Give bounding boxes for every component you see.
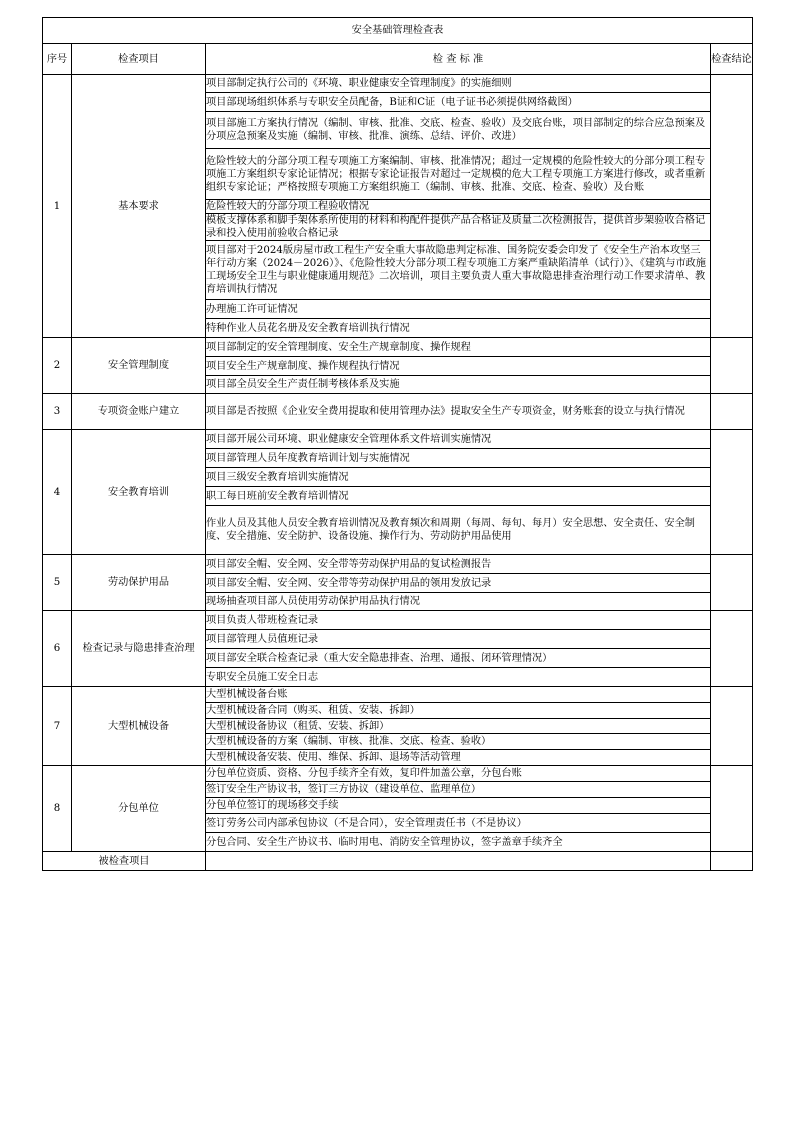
header-item: 检查项目 [72, 44, 206, 75]
standard-cell: 特种作业人员花名册及安全教育培训执行情况 [206, 319, 711, 338]
standard-cell: 项目部开展公司环境、职业健康安全管理体系文件培训实施情况 [206, 430, 711, 449]
item-cell: 检查记录与隐患排查治理 [72, 611, 206, 687]
standard-cell: 模板支撑体系和脚手架体系所使用的材料和构配件提供产品合格证及质量二次检测报告，提供首步架验收合格记录和投入使用前验收合格记录 [206, 214, 711, 241]
seq-cell: 3 [43, 394, 72, 430]
conclusion-cell[interactable] [711, 430, 753, 555]
standard-cell: 作业人员及其他人员安全教育培训情况及教育频次和周期（每周、每旬、每月）安全思想、安全责任、安全制度、安全措施、安全防护、设备设施、操作行为、劳动防护用品使用 [206, 506, 711, 555]
item-cell: 安全管理制度 [72, 338, 206, 394]
standard-cell: 签订劳务公司内部承包协议（不是合同），安全管理责任书（不是协议） [206, 814, 711, 833]
seq-cell: 1 [43, 75, 72, 338]
standard-cell: 项目部管理人员年度教育培训计划与实施情况 [206, 449, 711, 468]
table-row [43, 687, 753, 703]
seq-cell: 6 [43, 611, 72, 687]
standard-cell: 签订安全生产协议书，签订三方协议（建设单位、监理单位） [206, 782, 711, 798]
conclusion-cell[interactable] [711, 338, 753, 394]
seq-cell: 2 [43, 338, 72, 394]
standard-cell: 项目部制定执行公司的《环境、职业健康安全管理制度》的实施细则 [206, 75, 711, 93]
standard-cell: 大型机械设备合同（购买、租赁、安装、拆卸） [206, 703, 711, 719]
standard-cell: 项目部施工方案执行情况（编制、审核、批准、交底、检查、验收）及交底台账，项目部制定的综合应急预案及分项应急预案及实施（编制、审核、批准、演练、总结、评价、改进） [206, 112, 711, 149]
item-cell: 专项资金账户建立 [72, 394, 206, 430]
footer-row [43, 852, 753, 871]
standard-cell: 项目部安全帽、安全网、安全带等劳动保护用品的复试检测报告 [206, 555, 711, 574]
seq-cell: 4 [43, 430, 72, 555]
header-seq: 序号 [43, 44, 72, 75]
standard-cell: 危险性较大的分部分项工程验收情况 [206, 200, 711, 214]
standard-cell: 分包单位签订的现场移交手续 [206, 798, 711, 814]
seq-cell: 8 [43, 766, 72, 852]
standard-cell: 项目部对于2024版房屋市政工程生产安全重大事故隐患判定标准、国务院安委会印发了《安全生产治本攻坚三年行动方案（2024－2026）》、《危险性较大分部分项工程专项施工方案严重缺陷清单（试行）》、《建筑与市政施工现场安全卫生与职业健康通用规范》二次培训，项目主要负责人重大事故隐患排查治理行动工作要求清单、教育培训执行情况 [206, 241, 711, 300]
item-cell: 安全教育培训 [72, 430, 206, 555]
table-row [43, 338, 753, 357]
seq-cell: 7 [43, 687, 72, 766]
standard-cell: 项目部制定的安全管理制度、安全生产规章制度、操作规程 [206, 338, 711, 357]
standard-cell: 大型机械设备安装、使用、维保、拆卸、退场等活动管理 [206, 750, 711, 766]
standard-cell: 分包单位资质、资格、分包手续齐全有效，复印件加盖公章，分包台账 [206, 766, 711, 782]
standard-cell: 项目负责人带班检查记录 [206, 611, 711, 630]
item-cell: 大型机械设备 [72, 687, 206, 766]
header-row [43, 44, 753, 75]
standard-cell: 危险性较大的分部分项工程专项施工方案编制、审核、批准情况；超过一定规模的危险性较大的分部分项工程专项施工方案组织专家论证情况；根据专家论证报告对超过一定规模的危大工程专项施工方案进行修改，或者重新组织专家论证；严格按照专项施工方案组织施工（编制、审核、批准、交底、检查、验收）及台账 [206, 149, 711, 200]
standard-cell: 专职安全员施工安全日志 [206, 668, 711, 687]
standard-cell: 项目部安全联合检查记录（重大安全隐患排查、治理、通报、闭环管理情况） [206, 649, 711, 668]
inspection-table [42, 17, 753, 871]
inspected-project-conclusion[interactable] [711, 852, 753, 871]
inspected-project-label: 被检查项目 [43, 852, 206, 871]
standard-cell: 分包合同、安全生产协议书、临时用电、消防安全管理协议，签字盖章手续齐全 [206, 833, 711, 852]
conclusion-cell[interactable] [711, 394, 753, 430]
standard-cell: 项目部安全帽、安全网、安全带等劳动保护用品的领用发放记录 [206, 574, 711, 593]
standard-cell: 项目三级安全教育培训实施情况 [206, 468, 711, 487]
item-cell: 分包单位 [72, 766, 206, 852]
table-row [43, 394, 753, 430]
standard-cell: 项目部全员安全生产责任制考核体系及实施 [206, 376, 711, 394]
conclusion-cell[interactable] [711, 611, 753, 687]
title-row [43, 18, 753, 44]
item-cell: 劳动保护用品 [72, 555, 206, 611]
header-standard: 检 查 标 准 [206, 44, 711, 75]
table-row [43, 430, 753, 449]
standard-cell: 项目部是否按照《企业安全费用提取和使用管理办法》提取安全生产专项资金，财务账套的设立与执行情况 [206, 394, 711, 430]
standard-cell: 现场抽查项目部人员使用劳动保护用品执行情况 [206, 593, 711, 611]
table-title: 安全基础管理检查表 [43, 18, 753, 44]
standard-cell: 项目部现场组织体系与专职安全员配备，B证和C证（电子证书必须提供网络截图） [206, 93, 711, 112]
table-row [43, 555, 753, 574]
standard-cell: 办理施工许可证情况 [206, 300, 711, 319]
item-cell: 基本要求 [72, 75, 206, 338]
inspected-project-value[interactable] [206, 852, 711, 871]
table-row [43, 766, 753, 782]
conclusion-cell[interactable] [711, 766, 753, 852]
conclusion-cell[interactable] [711, 687, 753, 766]
table-row [43, 611, 753, 630]
standard-cell: 项目安全生产规章制度、操作规程执行情况 [206, 357, 711, 376]
standard-cell: 大型机械设备的方案（编制、审核、批准、交底、检查、验收） [206, 734, 711, 750]
standard-cell: 职工每日班前安全教育培训情况 [206, 487, 711, 506]
table-row [43, 75, 753, 93]
standard-cell: 项目部管理人员值班记录 [206, 630, 711, 649]
conclusion-cell[interactable] [711, 75, 753, 338]
header-conclusion: 检查结论 [711, 44, 753, 75]
seq-cell: 5 [43, 555, 72, 611]
conclusion-cell[interactable] [711, 555, 753, 611]
standard-cell: 大型机械设备协议（租赁、安装、拆卸） [206, 719, 711, 734]
standard-cell: 大型机械设备台账 [206, 687, 711, 703]
